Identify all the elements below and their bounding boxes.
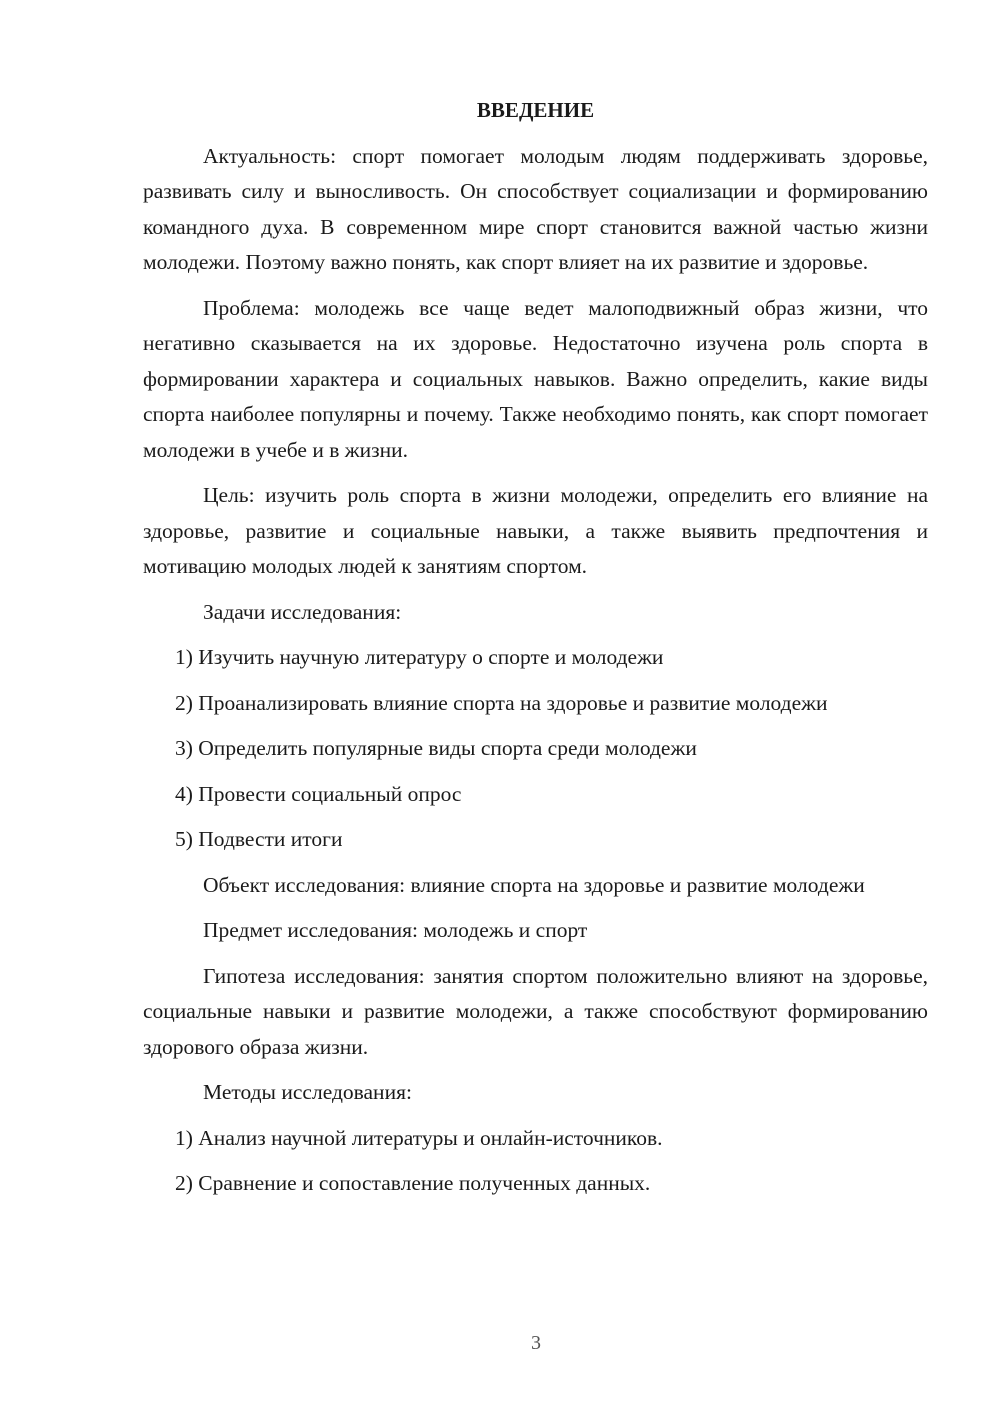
- goal-paragraph: Цель: изучить роль спорта в жизни молодежи, определить его влияние на здоровье, развитие и социальные навыки, а также выявить предпочтения и мотивацию молодых людей к занятиям спортом.: [143, 483, 928, 578]
- relevance-paragraph: Актуальность: спорт помогает молодым людям поддерживать здоровье, развивать силу и выносливость. Он способствует социализации и формированию командного духа. В современном мире спорт становится важной частью жизни молодежи. Поэтому важно понять, как спорт влияет на их развитие и здоровье.: [143, 143, 928, 274]
- section-title: ВВЕДЕНИЕ: [476, 98, 595, 122]
- method-item: 2) Сравнение и сопоставление полученных данных.: [175, 1171, 651, 1195]
- subject-paragraph: Предмет исследования: молодежь и спорт: [203, 918, 588, 942]
- task-item: 3) Определить популярные виды спорта среди молодежи: [175, 736, 697, 760]
- method-item: 1) Анализ научной литературы и онлайн-источников.: [175, 1125, 663, 1150]
- problem-paragraph: Проблема: молодежь все чаще ведет малоподвижный образ жизни, что негативно сказывается на их здоровье. Недостаточно изучена роль спорта в формировании характера и социальных навыков. Важно определить, какие виды спорта наиболее популярны и почему. Также необходимо понять, как спорт помогает молодежи в учебе и в жизни.: [143, 295, 928, 462]
- object-paragraph: Объект исследования: влияние спорта на здоровье и развитие молодежи: [203, 872, 865, 897]
- methods-heading: Методы исследования:: [203, 1080, 412, 1104]
- task-item: 1) Изучить научную литературу о спорте и молодежи: [175, 645, 664, 669]
- task-item: 4) Провести социальный опрос: [175, 781, 462, 806]
- hypothesis-paragraph: Гипотеза исследования: занятия спортом положительно влияют на здоровье, социальные навыки и развитие молодежи, а также способствуют формированию здорового образа жизни.: [143, 963, 928, 1059]
- task-item: 5) Подвести итоги: [175, 827, 343, 851]
- page-number: 3: [531, 1332, 541, 1354]
- task-item: 2) Проанализировать влияние спорта на здоровье и развитие молодежи: [175, 690, 828, 715]
- tasks-heading: Задачи исследования:: [203, 599, 402, 624]
- page-content: [143, 93, 928, 1212]
